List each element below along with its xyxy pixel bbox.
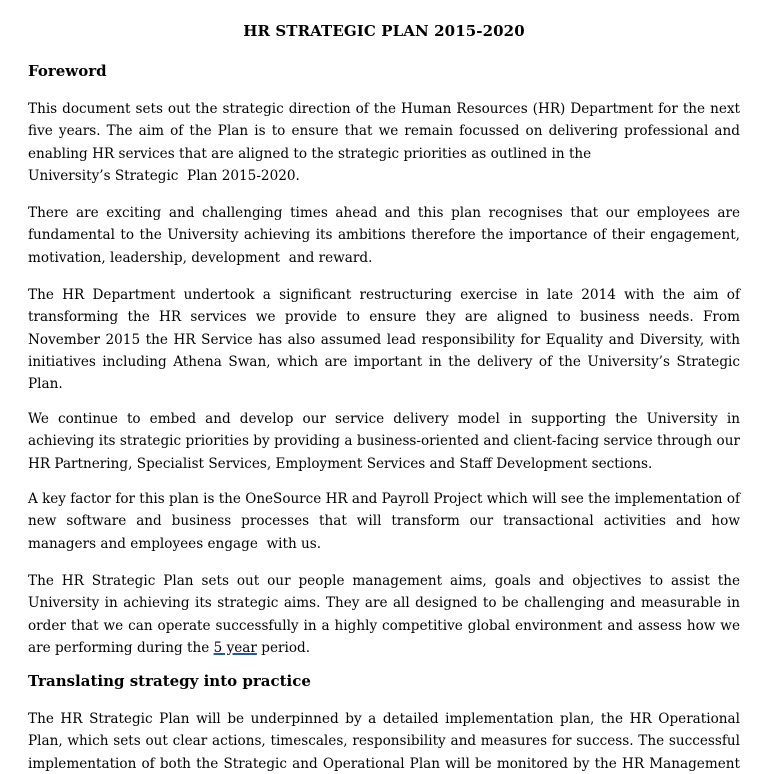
document-title: HR STRATEGIC PLAN 2015-2020 [243, 22, 525, 40]
underlined-term: 5 year [213, 639, 257, 656]
text-line: new software and business processes that will transform our transactional activities and how [28, 513, 740, 530]
text-line: We continue to embed and develop our service delivery model in supporting the University in [28, 411, 740, 427]
text-fragment: period. [256, 639, 311, 656]
text-line: The HR Strategic Plan sets out our people management aims, goals and objectives to assist the [28, 573, 740, 589]
text-line: HR Partnering, Specialist Services, Employment Services and Staff Development sections. [28, 455, 653, 472]
text-line: achieving its strategic priorities by providing a business-oriented and client-facing service through our [28, 433, 740, 450]
paragraph-foreword-3 [28, 284, 740, 395]
text-line: This document sets out the strategic direction of the Human Resources (HR) Department for the next [28, 101, 740, 117]
text-line: initiatives including Athena Swan, which are important in the delivery of the University’s Strategic [28, 353, 740, 370]
text-line: transforming the HR services we provide to ensure they are aligned to business needs. From [28, 309, 740, 326]
paragraph-foreword-1 [28, 98, 740, 187]
text-line: managers and employees engage with us. [28, 535, 322, 552]
text-line: A key factor for this plan is the OneSource HR and Payroll Project which will see the implementation of [28, 491, 740, 507]
paragraph-foreword-5 [28, 488, 740, 555]
section-heading-foreword: Foreword [28, 62, 107, 80]
text-line: The HR Strategic Plan will be underpinned by a detailed implementation plan, the HR Operational [28, 711, 740, 727]
text-line: University’s Strategic Plan 2015-2020. [28, 167, 300, 184]
text-line: five years. The aim of the Plan is to ensure that we remain focussed on delivering professional and [28, 123, 740, 140]
section-heading-translating: Translating strategy into practice [28, 672, 311, 690]
text-line: order that we can operate successfully in a highly competitive global environment and assess how we [28, 617, 740, 634]
text-fragment: are performing during the [28, 639, 214, 656]
paragraph-foreword-2 [28, 202, 740, 269]
text-line: enabling HR services that are aligned to the strategic priorities as outlined in the [28, 145, 592, 162]
text-line: implementation of both the Strategic and Operational Plan will be monitored by the HR Management [28, 755, 740, 772]
paragraph-foreword-6 [28, 570, 740, 659]
text-line: Plan. [28, 376, 63, 393]
text-line: Plan, which sets out clear actions, timescales, responsibility and measures for success. The successful [28, 733, 740, 750]
text-line [28, 637, 740, 659]
text-line: There are exciting and challenging times ahead and this plan recognises that our employees are [28, 205, 740, 221]
text-line: November 2015 the HR Service has also assumed lead responsibility for Equality and Diversity, with [28, 331, 740, 348]
text-line: motivation, leadership, development and reward. [28, 249, 373, 266]
text-line: University in achieving its strategic aims. They are all designed to be challenging and measurable in [28, 595, 740, 612]
paragraph-translating-1 [28, 708, 740, 774]
text-line: The HR Department undertook a significant restructuring exercise in late 2014 with the aim of [28, 287, 740, 303]
paragraph-foreword-4 [28, 408, 740, 475]
text-line: fundamental to the University achieving its ambitions therefore the importance of their engagement, [28, 227, 740, 244]
